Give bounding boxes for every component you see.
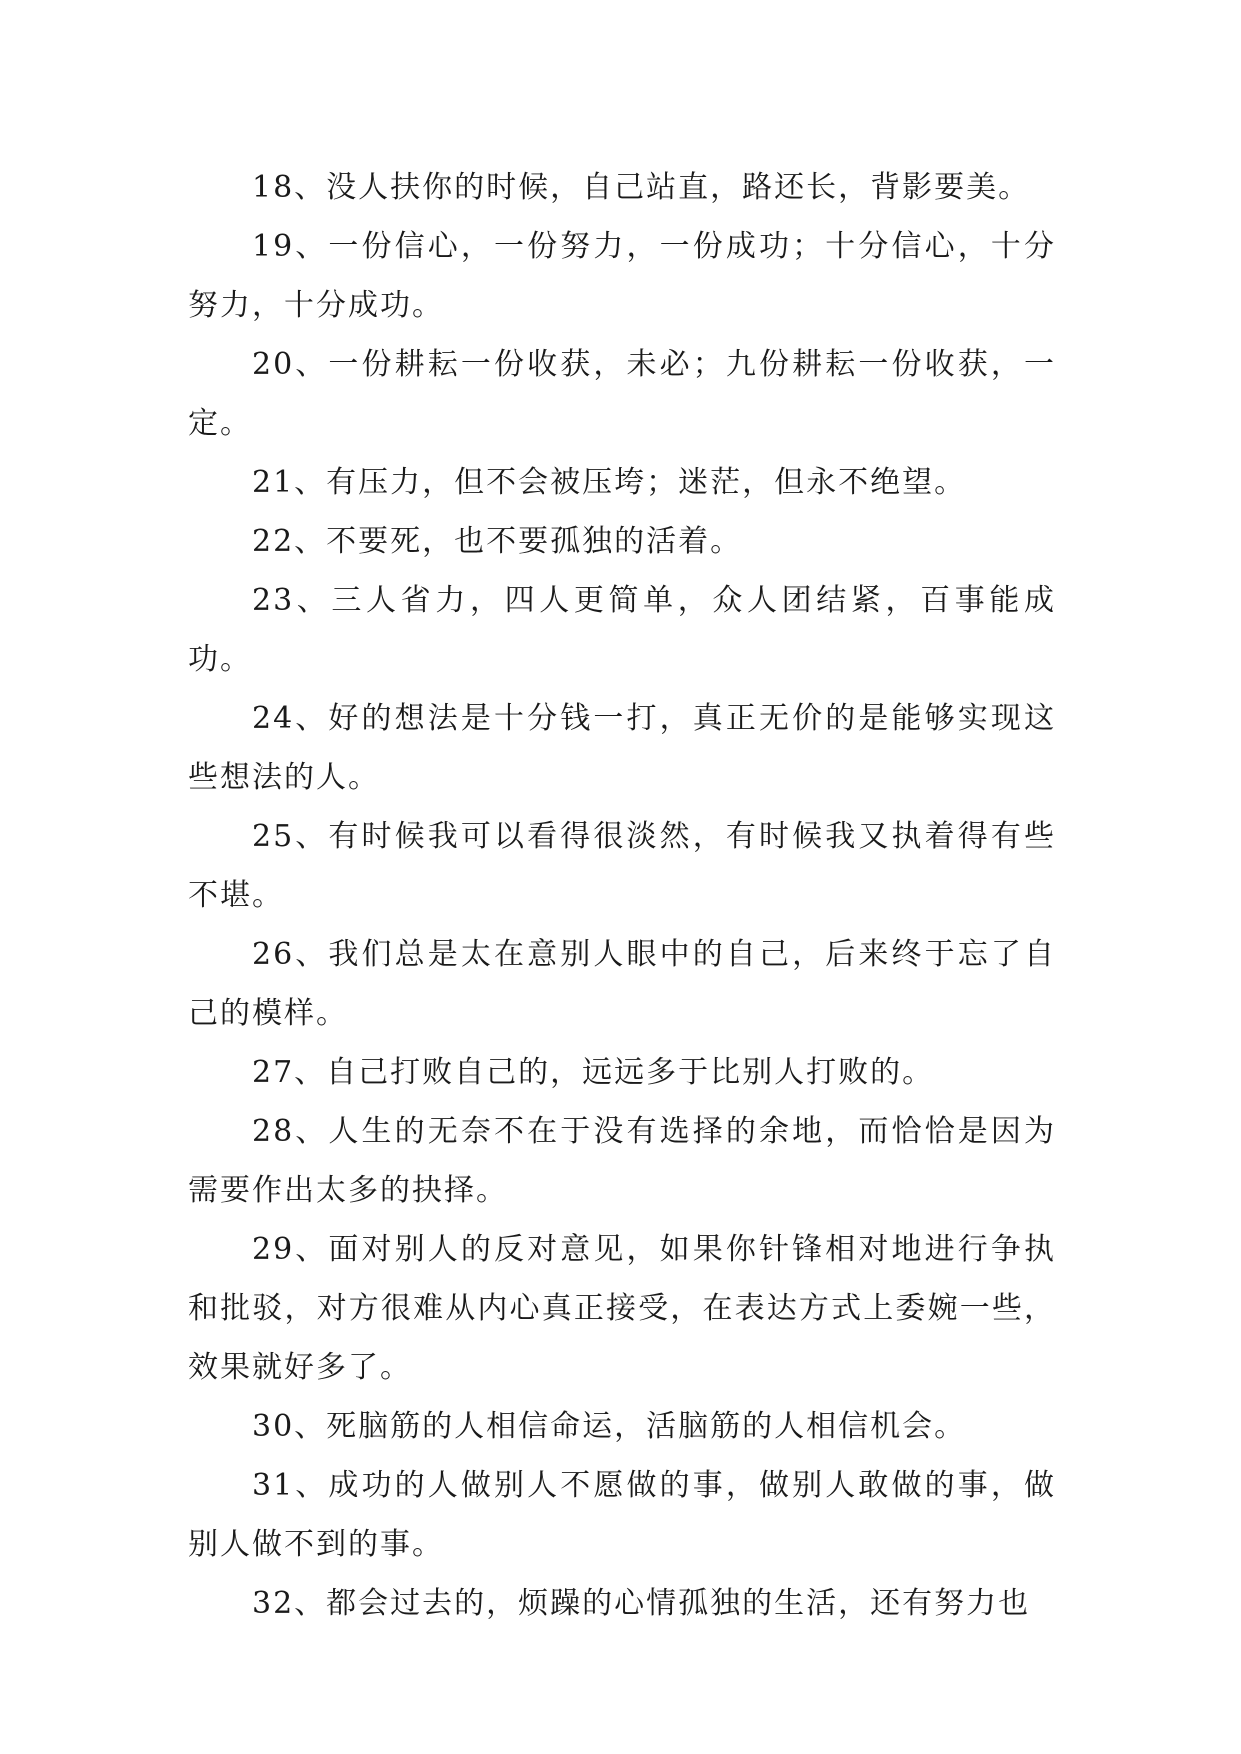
quote-paragraph-29: 29、面对别人的反对意见，如果你针锋相对地进行争执和批驳，对方很难从内心真正接受，在表达方式上委婉一些，效果就好多了。 [188,1232,1056,1385]
quote-paragraph-24: 24、好的想法是十分钱一打，真正无价的是能够实现这些想法的人。 [188,701,1056,795]
quote-paragraph-27: 27、自己打败自己的，远远多于比别人打败的。 [252,1055,935,1090]
quote-paragraph-30: 30、死脑筋的人相信命运，活脑筋的人相信机会。 [252,1409,967,1444]
quote-paragraph-26: 26、我们总是太在意别人眼中的自己，后来终于忘了自己的模样。 [188,937,1056,1031]
quote-paragraph-28: 28、人生的无奈不在于没有选择的余地，而恰恰是因为需要作出太多的抉择。 [188,1114,1056,1208]
quote-paragraph-21: 21、有压力，但不会被压垮；迷茫，但永不绝望。 [252,465,967,500]
quote-paragraph-19: 19、一份信心，一份努力，一份成功；十分信心，十分努力，十分成功。 [188,229,1056,323]
quote-paragraph-25: 25、有时候我可以看得很淡然，有时候我又执着得有些不堪。 [188,819,1056,913]
quote-paragraph-31: 31、成功的人做别人不愿做的事，做别人敢做的事，做别人做不到的事。 [188,1468,1056,1562]
quote-paragraph-22: 22、不要死，也不要孤独的活着。 [252,524,743,559]
quote-paragraph-18: 18、没人扶你的时候，自己站直，路还长，背影要美。 [252,170,1031,205]
quote-paragraph-23: 23、三人省力，四人更简单，众人团结紧，百事能成功。 [188,583,1056,677]
quote-paragraph-32: 32、都会过去的，烦躁的心情孤独的生活，还有努力也 [252,1586,1031,1621]
quote-paragraph-20: 20、一份耕耘一份收获，未必；九份耕耘一份收获，一定。 [188,347,1056,441]
document-body [188,158,1056,1633]
